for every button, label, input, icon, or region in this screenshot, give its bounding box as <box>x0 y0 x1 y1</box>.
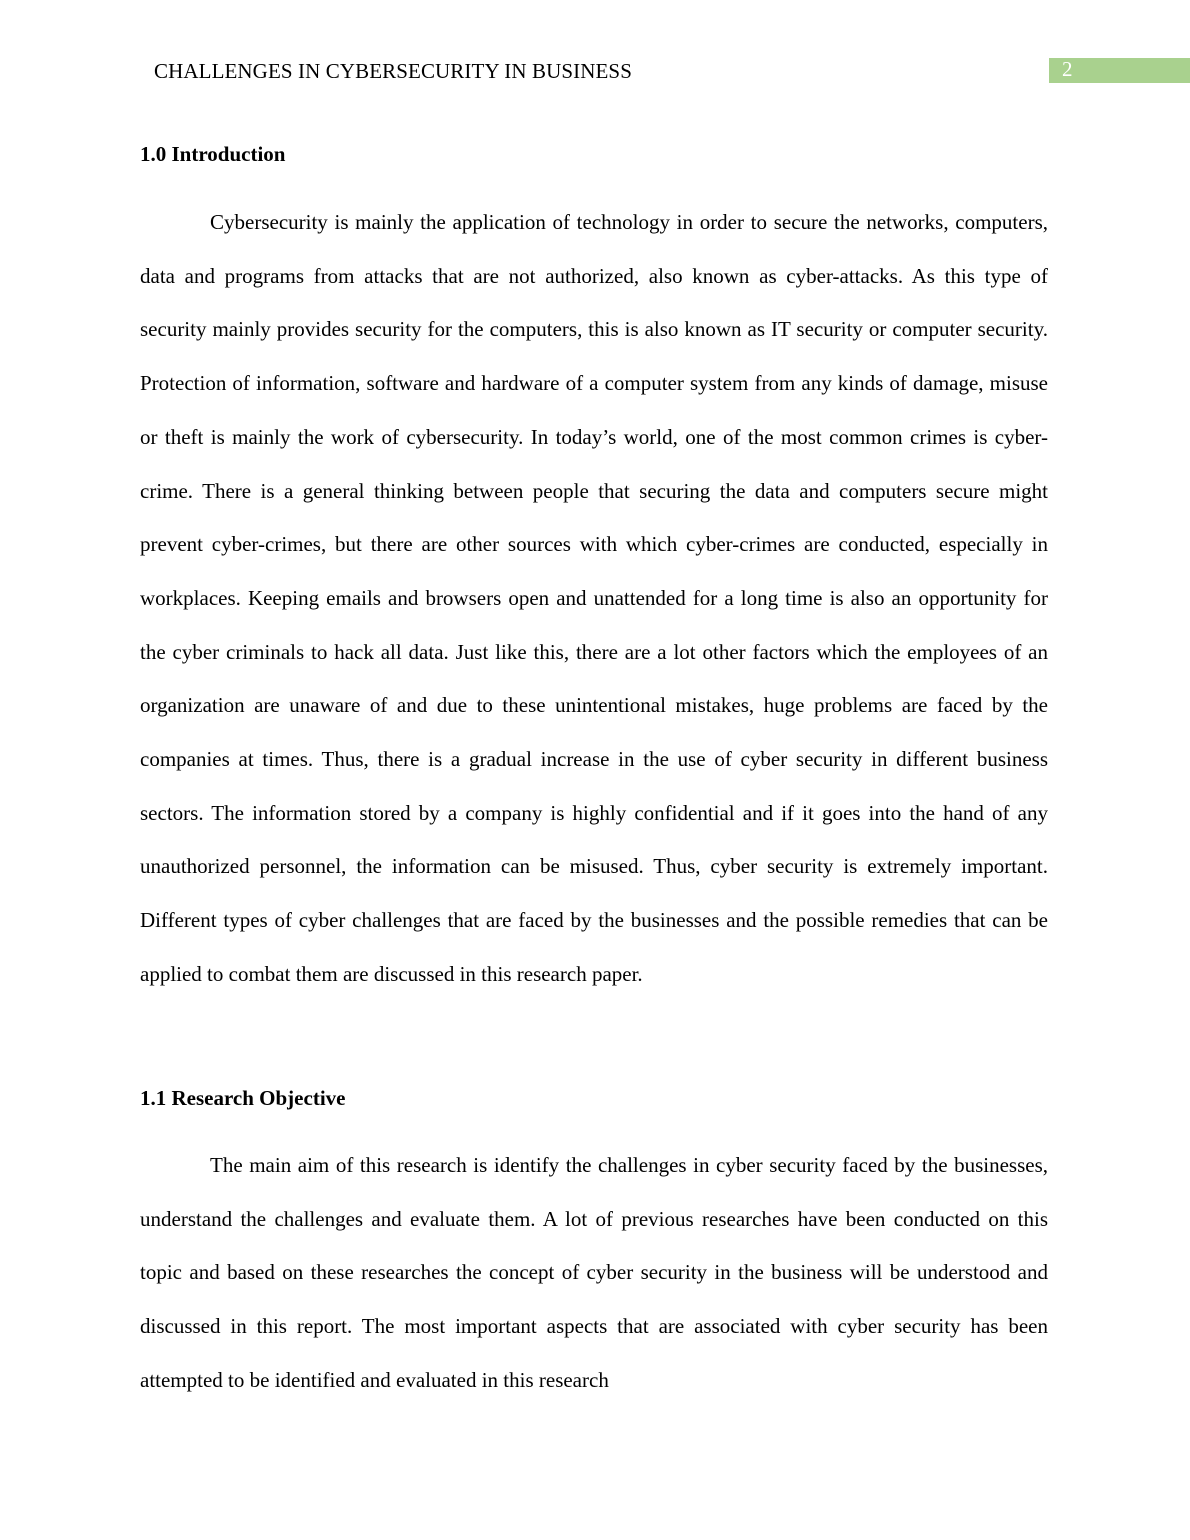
running-head: CHALLENGES IN CYBERSECURITY IN BUSINESS <box>154 59 632 83</box>
page-number: 2 <box>1062 57 1073 81</box>
page-number-badge <box>1049 58 1190 83</box>
section-heading-research-objective: 1.1 Research Objective <box>140 1086 346 1110</box>
introduction-paragraph: Cybersecurity is mainly the application of technology in order to secure the networks, computers, data and programs from attacks that are not authorized, also known as cyber-attacks. As this type of security mainly provides security for the computers, this is also known as IT security or computer security. Protection of information, software and hardware of a computer system from any kinds of damage, misuse or theft is mainly the work of cybersecurity. In today’s world, one of the most common crimes is cyber-crime. There is a general thinking between people that securing the data and computers secure might prevent cyber-crimes, but there are other sources with which cyber-crimes are conducted, especially in workplaces. Keeping emails and browsers open and unattended for a long time is also an opportunity for the cyber criminals to hack all data. Just like this, there are a lot other factors which the employees of an organization are unaware of and due to these unintentional mistakes, huge problems are faced by the companies at times. Thus, there is a gradual increase in the use of cyber security in different business sectors. The information stored by a company is highly confidential and if it goes into the hand of any unauthorized personnel, the information can be misused. Thus, cyber security is extremely important. Different types of cyber challenges that are faced by the businesses and the possible remedies that can be applied to combat them are discussed in this research paper. <box>140 210 1048 986</box>
section-heading-introduction: 1.0 Introduction <box>140 142 286 166</box>
research-objective-paragraph: The main aim of this research is identify the challenges in cyber security faced by the businesses, understand the challenges and evaluate them. A lot of previous researches have been conducted on this topic and based on these researches the concept of cyber security in the business will be understood and discussed in this report. The most important aspects that are associated with cyber security has been attempted to be identified and evaluated in this research <box>140 1153 1048 1392</box>
